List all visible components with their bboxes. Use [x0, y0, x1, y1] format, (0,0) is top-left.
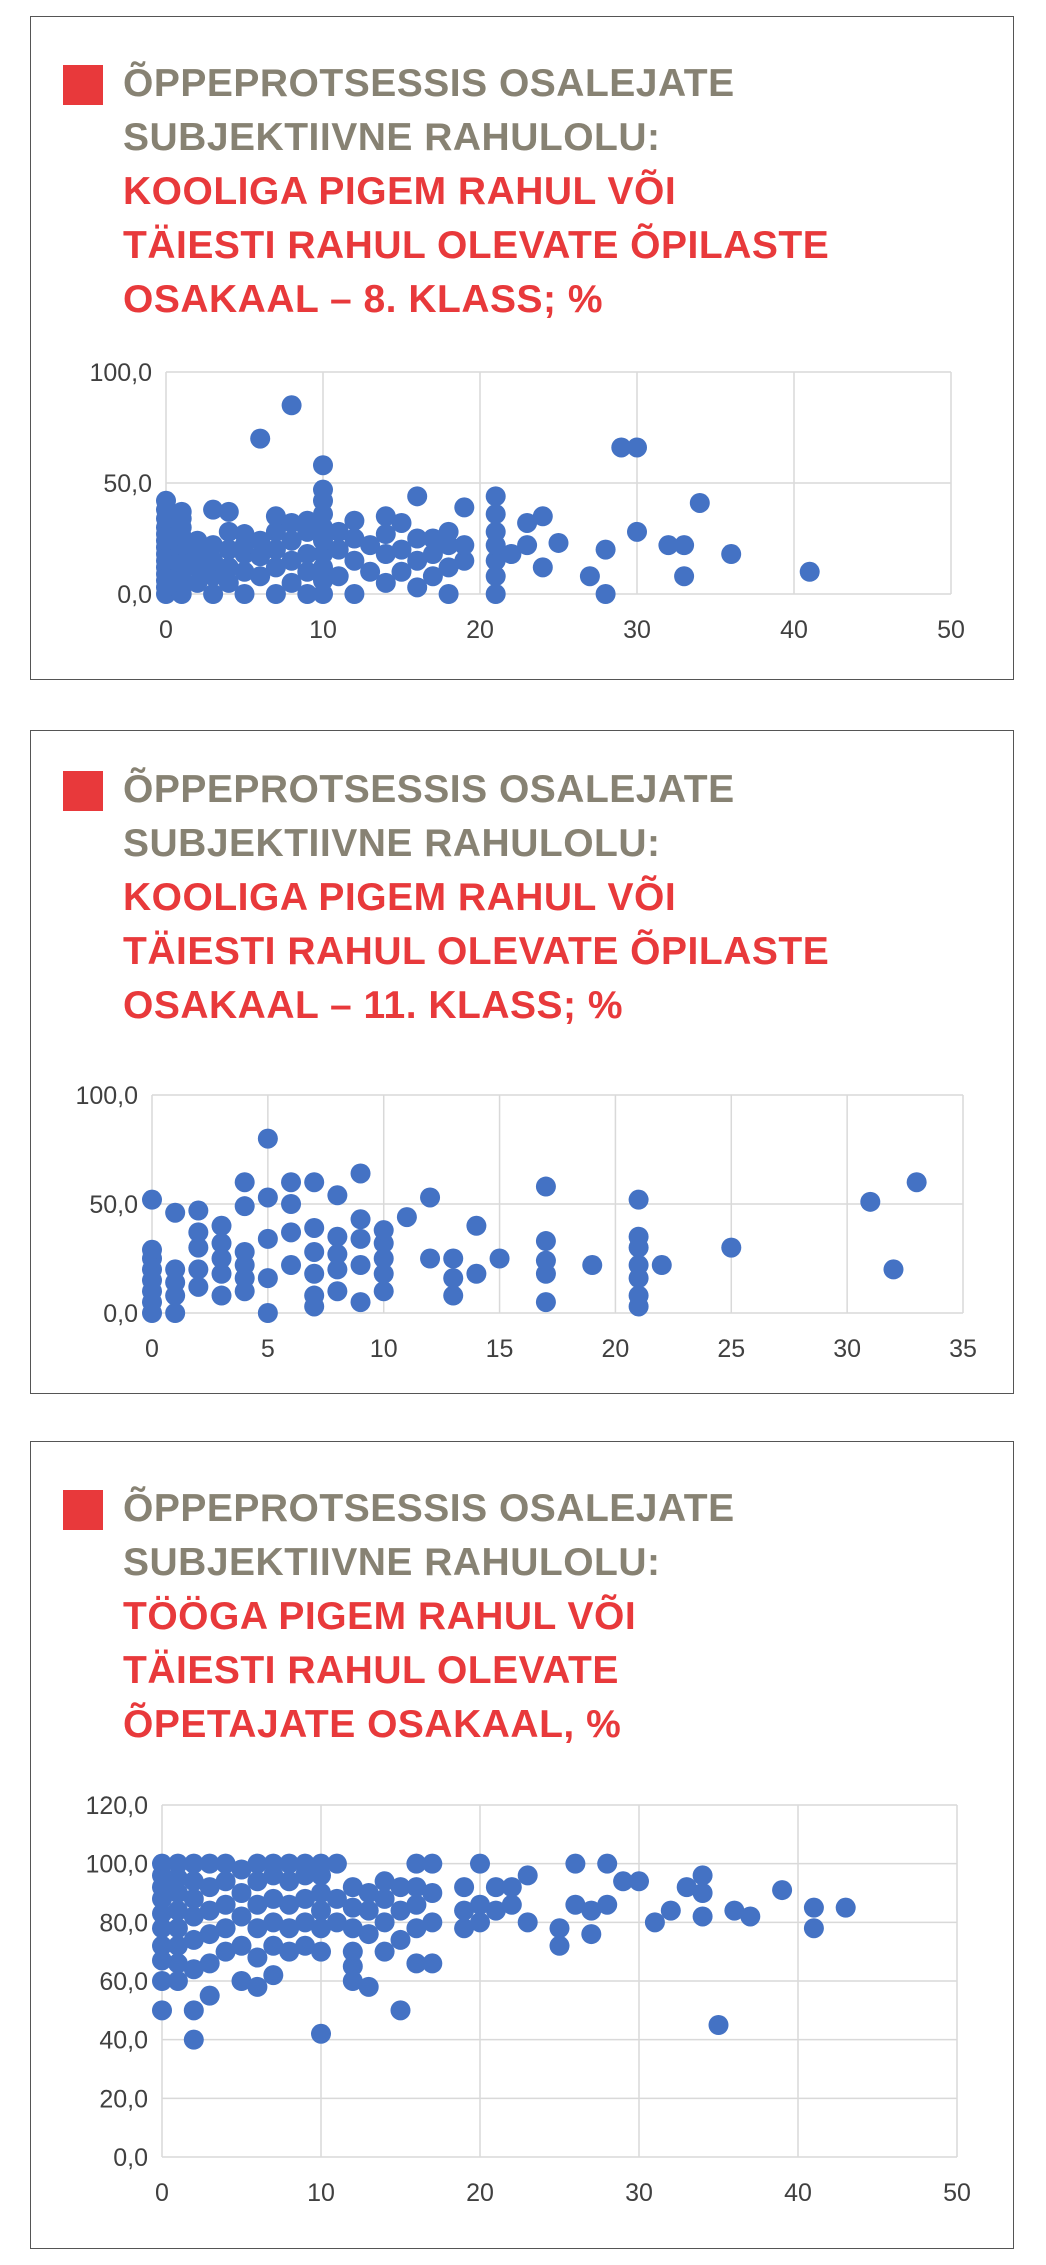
data-point [627, 522, 647, 542]
x-tick-label: 40 [784, 2179, 812, 2207]
data-point [165, 1259, 185, 1279]
data-point [536, 1292, 556, 1312]
data-point [152, 2000, 172, 2020]
data-point [721, 544, 741, 564]
data-point [232, 1906, 252, 1926]
x-tick-label: 25 [717, 1335, 746, 1363]
data-point [359, 1924, 379, 1944]
x-tick-label: 0 [145, 1335, 159, 1363]
data-point [212, 1233, 232, 1253]
data-point [247, 1948, 267, 1968]
chart-panel-teachers [30, 1441, 1014, 2249]
y-tick-label: 40,0 [99, 2026, 148, 2055]
data-point [281, 1194, 301, 1214]
data-point [486, 584, 506, 604]
data-point [470, 1912, 490, 1932]
data-point [216, 1918, 236, 1938]
data-point [359, 1901, 379, 1921]
data-point [397, 1207, 417, 1227]
data-point [258, 1129, 278, 1149]
data-point [281, 1172, 301, 1192]
data-point [836, 1898, 856, 1918]
data-point [235, 1196, 255, 1216]
data-point [883, 1259, 903, 1279]
chart-panel-11th-grade [30, 730, 1014, 1394]
data-point [232, 1936, 252, 1956]
data-point [311, 1942, 331, 1962]
data-point [422, 1912, 442, 1932]
y-tick-label: 0,0 [113, 2144, 148, 2172]
data-point [313, 455, 333, 475]
data-point [375, 1889, 395, 1909]
title-grey-line: SUBJEKTIIVNE RAHULOLU: [123, 1541, 661, 1584]
data-point [804, 1918, 824, 1938]
data-point [311, 1901, 331, 1921]
data-point [549, 533, 569, 553]
data-point [200, 1986, 220, 2006]
data-point [212, 1286, 232, 1306]
title-red-line: TÖÖGA PIGEM RAHUL VÕI [123, 1595, 637, 1638]
data-point [740, 1906, 760, 1926]
data-point [693, 1906, 713, 1926]
data-point [772, 1880, 792, 1900]
data-point [443, 1268, 463, 1288]
data-point [165, 1203, 185, 1223]
y-tick-label: 100,0 [75, 1082, 138, 1110]
data-point [313, 480, 333, 500]
data-point [693, 1883, 713, 1903]
data-point [629, 1190, 649, 1210]
data-point [168, 1918, 188, 1938]
data-point [627, 437, 647, 457]
data-point [258, 1303, 278, 1323]
x-tick-label: 10 [369, 1335, 398, 1363]
data-point [281, 1222, 301, 1242]
x-tick-label: 10 [309, 616, 337, 644]
data-point [490, 1249, 510, 1269]
x-tick-label: 20 [466, 616, 494, 644]
data-point [281, 1255, 301, 1275]
data-point [188, 1201, 208, 1221]
data-point [470, 1854, 490, 1874]
data-point [406, 1895, 426, 1915]
data-point [454, 1877, 474, 1897]
x-tick-label: 30 [623, 616, 651, 644]
data-point [454, 497, 474, 517]
scatter-chart-teachers [31, 1442, 1013, 2248]
data-point [907, 1172, 927, 1192]
data-point [351, 1292, 371, 1312]
data-point [184, 2000, 204, 2020]
title-red-line: TÄIESTI RAHUL OLEVATE ÕPILASTE [123, 224, 830, 267]
data-point [219, 502, 239, 522]
data-point [629, 1286, 649, 1306]
data-point [258, 1268, 278, 1288]
data-point [550, 1936, 570, 1956]
data-point [359, 1977, 379, 1997]
chart-panel-8th-grade [30, 16, 1014, 680]
data-point [860, 1192, 880, 1212]
data-point [420, 1249, 440, 1269]
data-point [232, 1883, 252, 1903]
data-point [250, 429, 270, 449]
x-tick-label: 0 [155, 2179, 169, 2207]
data-point [466, 1264, 486, 1284]
data-point [165, 1303, 185, 1323]
data-point [247, 1977, 267, 1997]
data-point [596, 540, 616, 560]
scatter-chart-8th-grade [31, 17, 1013, 679]
data-point [282, 395, 302, 415]
y-tick-label: 120,0 [85, 1792, 148, 1820]
data-point [800, 562, 820, 582]
data-point [661, 1901, 681, 1921]
x-tick-label: 20 [466, 2179, 494, 2207]
data-point [443, 1286, 463, 1306]
title-red-line: KOOLIGA PIGEM RAHUL VÕI [123, 876, 677, 919]
data-point [420, 1187, 440, 1207]
title-grey-line: ÕPPEPROTSESSIS OSALEJATE [123, 1487, 735, 1530]
data-point [422, 1854, 442, 1874]
y-tick-label: 100,0 [85, 1850, 148, 1879]
x-tick-label: 30 [833, 1335, 862, 1363]
data-point [351, 1255, 371, 1275]
data-point [486, 486, 506, 506]
data-point [344, 584, 364, 604]
title-red-line: OSAKAAL – 8. KLASS; % [123, 278, 604, 321]
data-point [235, 584, 255, 604]
data-point [439, 522, 459, 542]
data-point [518, 1865, 538, 1885]
data-point [200, 1953, 220, 1973]
x-tick-label: 20 [601, 1335, 630, 1363]
data-point [184, 1889, 204, 1909]
x-tick-label: 30 [625, 2179, 653, 2207]
data-point [454, 535, 474, 555]
data-point [466, 1216, 486, 1236]
data-point [629, 1255, 649, 1275]
data-point [629, 1871, 649, 1891]
x-tick-label: 40 [780, 616, 808, 644]
y-tick-label: 50,0 [89, 1191, 138, 1219]
data-point [304, 1172, 324, 1192]
data-point [486, 504, 506, 524]
x-tick-label: 50 [937, 616, 965, 644]
data-point [565, 1854, 585, 1874]
title-red-line: ÕPETAJATE OSAKAAL, % [123, 1703, 622, 1746]
data-point [343, 1942, 363, 1962]
data-point [351, 1163, 371, 1183]
data-point [327, 1244, 347, 1264]
data-point [304, 1242, 324, 1262]
x-tick-label: 15 [485, 1335, 514, 1363]
data-point [329, 566, 349, 586]
data-point [804, 1898, 824, 1918]
title-red-line: TÄIESTI RAHUL OLEVATE [123, 1649, 619, 1692]
title-red-line: OSAKAAL – 11. KLASS; % [123, 984, 624, 1027]
data-point [188, 1277, 208, 1297]
data-point [263, 1965, 283, 1985]
data-point [188, 1222, 208, 1242]
data-point [311, 2024, 331, 2044]
title-red-line: TÄIESTI RAHUL OLEVATE ÕPILASTE [123, 930, 830, 973]
data-point [652, 1255, 672, 1275]
title-grey-line: ÕPPEPROTSESSIS OSALEJATE [123, 62, 735, 105]
data-point [235, 1242, 255, 1262]
data-point [517, 535, 537, 555]
data-point [407, 486, 427, 506]
data-point [422, 1953, 442, 1973]
data-point [533, 557, 553, 577]
y-tick-label: 20,0 [99, 2085, 148, 2114]
data-point [142, 1190, 162, 1210]
data-point [304, 1218, 324, 1238]
data-point [536, 1177, 556, 1197]
data-point [374, 1281, 394, 1301]
data-point [172, 502, 192, 522]
data-point [674, 535, 694, 555]
data-point [235, 1172, 255, 1192]
data-point [533, 506, 553, 526]
data-point [304, 1286, 324, 1306]
data-point [391, 1930, 411, 1950]
data-point [184, 2030, 204, 2050]
scatter-chart-11th-grade [31, 731, 1013, 1393]
data-point [518, 1912, 538, 1932]
data-point [502, 1877, 522, 1897]
data-point [374, 1220, 394, 1240]
data-point [142, 1240, 162, 1260]
data-point [690, 493, 710, 513]
title-grey-line: SUBJEKTIIVNE RAHULOLU: [123, 822, 661, 865]
x-tick-label: 10 [307, 2179, 335, 2207]
data-point [258, 1187, 278, 1207]
data-point [344, 511, 364, 531]
y-tick-label: 0,0 [103, 1300, 138, 1328]
data-point [597, 1854, 617, 1874]
data-point [375, 1942, 395, 1962]
x-tick-label: 5 [260, 1335, 275, 1363]
data-point [304, 1264, 324, 1284]
data-point [674, 566, 694, 586]
data-point [258, 1229, 278, 1249]
data-point [581, 1924, 601, 1944]
title-red-line: KOOLIGA PIGEM RAHUL VÕI [123, 170, 677, 213]
x-tick-label: 50 [943, 2179, 971, 2207]
x-tick-label: 35 [949, 1335, 977, 1363]
data-point [486, 522, 506, 542]
data-point [645, 1912, 665, 1932]
data-point [327, 1854, 347, 1874]
data-point [391, 2000, 411, 2020]
data-point [392, 513, 412, 533]
data-point [709, 2015, 729, 2035]
y-tick-label: 60,0 [99, 1968, 148, 1996]
data-point [351, 1229, 371, 1249]
data-point [216, 1871, 236, 1891]
data-point [443, 1249, 463, 1269]
title-grey-line: SUBJEKTIIVNE RAHULOLU: [123, 116, 661, 159]
data-point [582, 1255, 602, 1275]
data-point [212, 1216, 232, 1236]
title-grey-line: ÕPPEPROTSESSIS OSALEJATE [123, 768, 735, 811]
data-point [629, 1227, 649, 1247]
data-point [439, 584, 459, 604]
data-point [536, 1231, 556, 1251]
y-tick-label: 80,0 [99, 1909, 148, 1938]
data-point [351, 1209, 371, 1229]
y-tick-label: 0,0 [117, 581, 152, 609]
data-point [327, 1281, 347, 1301]
data-point [327, 1227, 347, 1247]
data-point [168, 1971, 188, 1991]
data-point [693, 1865, 713, 1885]
data-point [580, 566, 600, 586]
data-point [216, 1895, 236, 1915]
data-point [188, 1259, 208, 1279]
data-point [422, 1883, 442, 1903]
y-tick-label: 100,0 [89, 359, 152, 387]
data-point [596, 584, 616, 604]
data-point [536, 1251, 556, 1271]
data-point [597, 1895, 617, 1915]
data-point [375, 1912, 395, 1932]
data-point [502, 1895, 522, 1915]
y-tick-label: 50,0 [103, 470, 152, 498]
data-point [550, 1918, 570, 1938]
x-tick-label: 0 [159, 616, 173, 644]
data-point [327, 1185, 347, 1205]
data-point [721, 1238, 741, 1258]
